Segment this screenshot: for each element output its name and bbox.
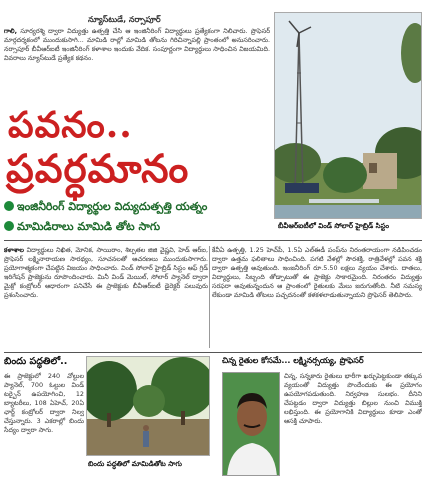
- headline-line-2: ప్రవర్ధమానం: [6, 146, 190, 192]
- intro-paragraph: [4, 27, 270, 103]
- body-column-1-text: విద్యార్థులు నిఖిత, మోనిక, సాయిరాం, శిల్పతల జిజి వైష్ణవి, హెడ్ ఆర్ఐ, ప్రొఫెసర్ లక్ష్మినారాయణ సారథ్యం, సూచనలతో ఆచరణలు ముందుకుసాగారు. ప్రయోగాత్మకంగా చేపట్టిన విజయం సాధించారు. విండ్ సోలార్ హైబ్రిడ్ సిస్టం ఆఫ్ గ్రిడ్ ఇరిగేషన్ ప్రాజెక్టును రూపొందించారు. మినీ విండ్ మెయిల్, సోలార్ ప్యానెల్ ద్వారా మైక్రో కంట్రోలర్ ఆధారంగా పనిచేసే ఈ ప్రాజెక్టుకు బీవీఆర్ఐటీ డైరెక్టర్ పలువురు ప్రశంసించారు.: [4, 246, 208, 299]
- drip-heading: బిందు పద్ధతిలో..: [4, 356, 68, 367]
- drip-paragraph: ఈ ప్రాజెక్టులో 240 వోల్టుల ప్యానెల్, 700 ఓల్టుల విండ్ టర్బైన్ ఉపయోగించి, 12 బ్యాటరీలు, 108 ఏహెచ్, 20ఏ ఛార్జ్ కంట్రోలర్ ద్వారా నిల్వ చేస్తున్నారు. 3 ఎకరాల్లో బిందు సేద్యం ద్వారా సాగు.: [4, 372, 84, 434]
- intro-text: సూర్యరశ్మి ద్వారా విద్యుత్తు ఉత్పత్తి చేసి ఆ ఇంజినీరింగ్ విద్యార్థులు ప్రత్యేకంగా నిలిచారు. ప్రొఫెసర్ మార్గదర్శకంలో ముందుకుసాగి... మామిడి రాల్లో మామిడి తోటను గిరిచిన్నాపల్లి ప్రాంతంలో అనుసరించారు. నర్సాపూర్ బీవీఆర్ఐటీ ఇంజినీరింగ్ కళాశాల ఇందుకు వేదిక. సంపూర్ణంగా విద్యార్థులు సాధించిన విజయమిది. వివరాలు న్యూస్‌టుడే ప్రత్యేక కథనం.: [4, 27, 270, 62]
- body-column-1: [4, 246, 208, 348]
- wind-turbine-illustration: [275, 13, 422, 219]
- body-lead: కళాశాల: [4, 246, 24, 254]
- wind-turbine-photo: [274, 12, 422, 219]
- headline-line-1: పవనం..: [8, 104, 133, 146]
- intro-lead: గాలి,: [4, 27, 17, 35]
- subheading-1-text: ఇంజినీరింగ్ విద్యార్థుల విద్యుదుత్పత్తి యత్నం: [17, 200, 208, 213]
- orchard-caption: బిందు పద్ధతిలో మామిడితోట సాగు: [88, 460, 182, 468]
- subheading-2: [4, 220, 160, 236]
- divider: [4, 352, 422, 353]
- bullet-icon: [4, 221, 14, 231]
- bullet-icon: [4, 201, 14, 211]
- dateline: న్యూస్‌టుడే, నర్సాపూర్: [88, 15, 161, 24]
- subheading-2-text: మామిడిరాలు మామిడి తోట సాగు: [17, 220, 161, 233]
- subheading-1: [4, 200, 207, 216]
- divider: [4, 240, 422, 241]
- wind-turbine-caption: బీవీఆర్ఐటీలో విండ్ సోలార్ హైబ్రిడ్ సిస్టం: [278, 222, 390, 230]
- mango-orchard-photo: [86, 356, 210, 456]
- column-divider: [209, 246, 210, 348]
- body-column-2: కేవీఏ ఉత్పత్తి, 1.25 హెచ్‌పీ, 1.5ఏ ఎల్‌ఈడీ పంప్‌ను నిరంతరాయంగా నడిపించడం ద్వారా ఉత్తమ ఫలితాలు సాధించింది. పగటి వేళల్లో సౌరశక్తి, రాత్రివేళల్లో పవన శక్తి ద్వారా ఉత్పత్తి అవుతుంది. ఇంజనీరింగ్ రూ.5.50 లక్షలు వ్యయం చేశారు. దాతలు, విద్యార్థులు, సిబ్బంది తోడ్పాటుతో ఈ ప్రాజెక్టు సాకారమైంది. నిరంతరం విద్యుత్తు సరఫరా అవుతున్నందున ఆ ప్రాంతంలో రైతులకు మేలు జరుగుతోంది. నీటి సమస్య లేకుండా మామిడి తోటలు పచ్చదనంతో కళకళలాడుతున్నాయని ప్రొఫెసర్ తెలిపారు.: [212, 246, 422, 299]
- small-farmers-paragraph: చిన్న, సన్నకారు రైతులు భారీగా ఖర్చుపెట్టకుండా తక్కువ వ్యయంతో విద్యుత్తు పొందేందుకు ఈ ప్రయోగం ఉపయోగపడుతుంది. నిర్వహణ సులభం. దీనిని చేపట్టడం ద్వారా విద్యుత్తు బిల్లుల నుంచి విముక్తి లభిస్తుంది. ఈ ప్రయోగానికి విద్యార్థులు కూడా ఎంతో ఆసక్తి చూపారు.: [284, 372, 422, 425]
- professor-portrait: [223, 373, 280, 476]
- professor-photo: [222, 372, 280, 476]
- mango-orchard-illustration: [87, 357, 210, 456]
- small-farmers-heading: చిన్న రైతుల కోసమే... లక్ష్మినర్సయ్య, ప్రొఫెసర్: [222, 356, 364, 365]
